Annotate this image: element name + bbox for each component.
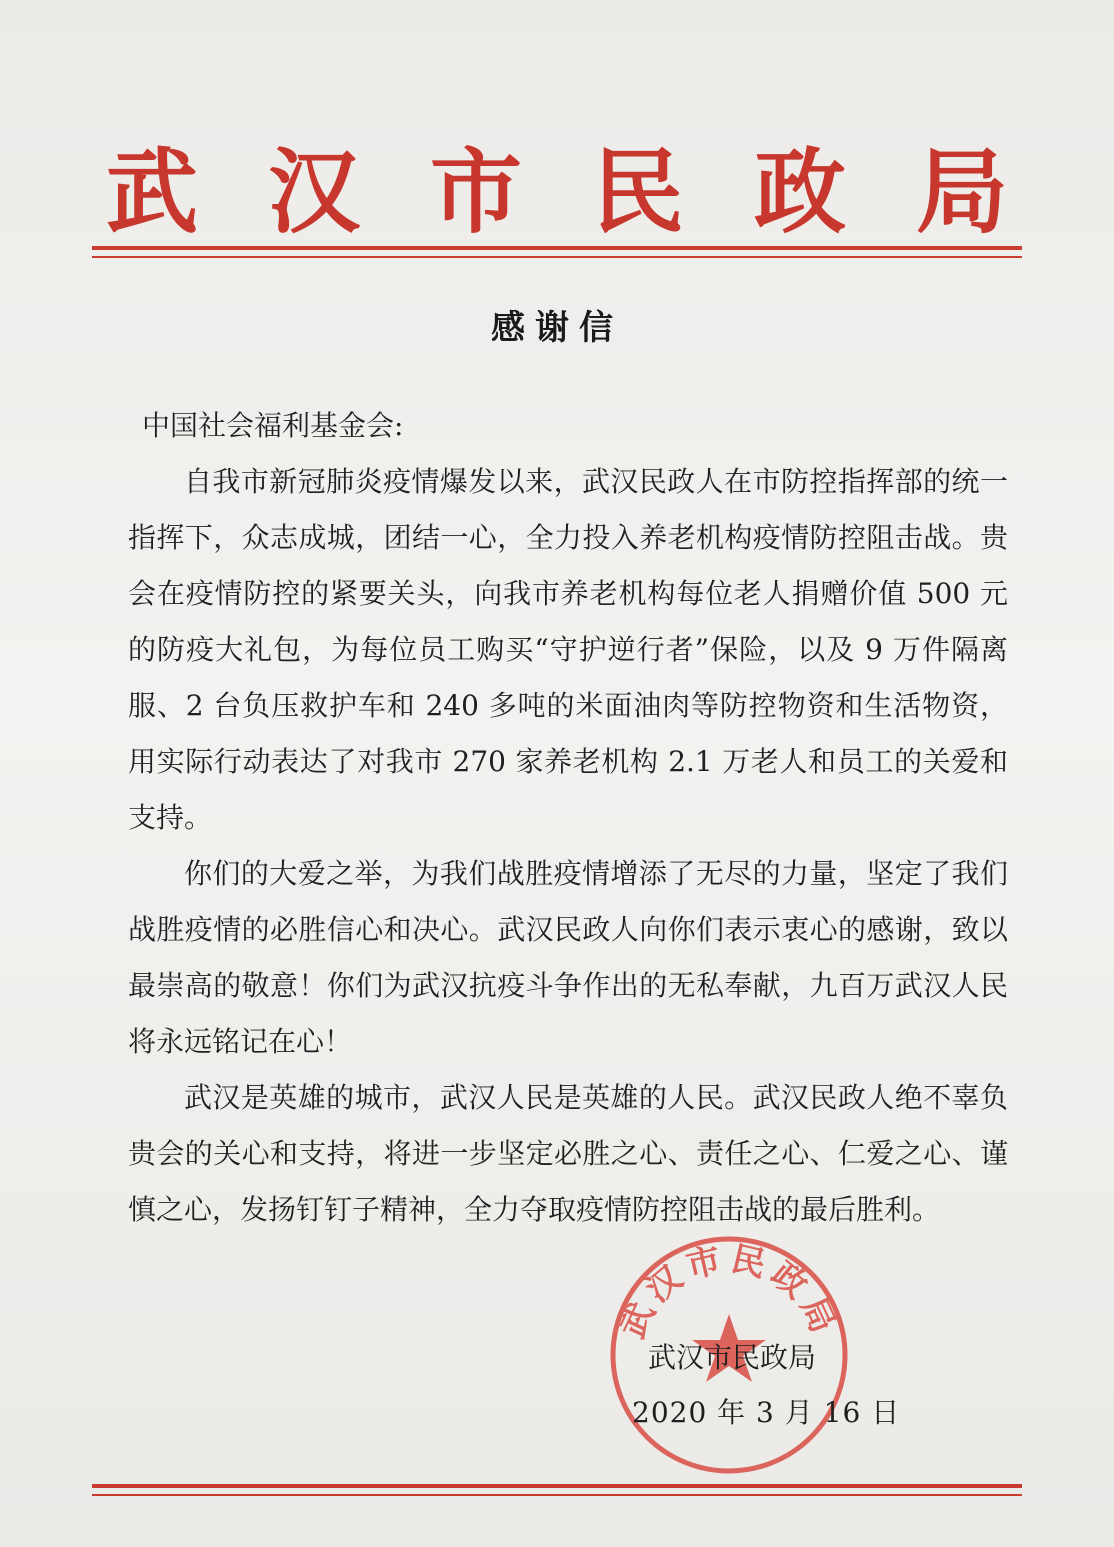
header-rule-thin — [92, 256, 1022, 258]
paragraph: 你们的大爱之举，为我们战胜疫情增添了无尽的力量，坚定了我们战胜疫情的必胜信心和决心。武汉民政人向你们表示衷心的感谢，致以最崇高的敬意！你们为武汉抗疫斗争作出的无私奉献，九百万武汉人民将永远铭记在心！ — [128, 857, 1008, 1058]
signature-org: 武汉市民政局 — [648, 1341, 817, 1374]
salutation: 中国社会福利基金会: — [142, 409, 404, 442]
letterhead-char: 汉 — [267, 138, 360, 246]
signature-date: 2020 年 3 月 16 日 — [632, 1396, 901, 1429]
seal-text: 武汉市民政局 — [612, 1238, 846, 1345]
paragraph: 武汉是英雄的城市，武汉人民是英雄的人民。武汉民政人绝不辜负贵会的关心和支持，将进一步坚定必胜之心、责任之心、仁爱之心、谨慎之心，发扬钉钉子精神，全力夺取疫情防控阻击战的最后胜利。 — [128, 1081, 1008, 1226]
letter-body — [128, 398, 1008, 1238]
header-rule-thick — [92, 246, 1022, 250]
letterhead-char: 政 — [753, 138, 846, 246]
footer-rule-thin — [92, 1494, 1022, 1496]
letterhead-char: 市 — [429, 138, 522, 246]
letterhead-char: 局 — [915, 138, 1008, 246]
letterhead-char: 民 — [591, 138, 684, 246]
letterhead-char: 武 — [105, 138, 198, 246]
letterhead — [92, 138, 1022, 246]
paragraph: 自我市新冠肺炎疫情爆发以来，武汉民政人在市防控指挥部的统一指挥下，众志成城，团结一心，全力投入养老机构疫情防控阻击战。贵会在疫情防控的紧要关头，向我市养老机构每位老人捐赠价值 500 元的防疫大礼包，为每位员工购买“守护逆行者”保险，以及 9 万件隔离服、2 台负压救护车和 240 多吨的米面油肉等防控物资和生活物资，用实际行动表达了对我市 270 家养老机构 2.1 万老人和员工的关爱和支持。 — [128, 465, 1008, 834]
document-title: 感谢信 — [491, 308, 623, 348]
footer-rule-thick — [92, 1484, 1022, 1488]
